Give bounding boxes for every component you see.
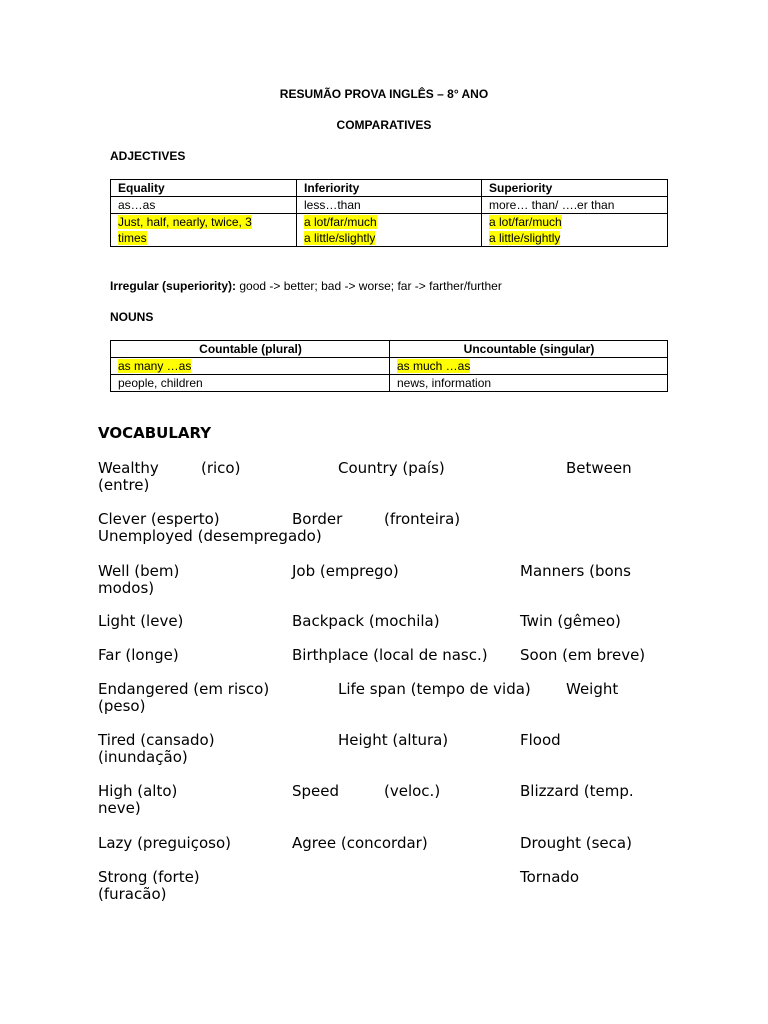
header-uncountable: Uncountable (singular) [390, 341, 668, 358]
vocab-row [0, 835, 768, 869]
highlighted-text: a lot/far/much [304, 215, 377, 229]
vocab-entry-continuation: (furacão) [98, 885, 167, 903]
vocab-entry: Backpack (mochila) [292, 612, 440, 630]
vocab-entry-continuation: (peso) [98, 697, 146, 715]
vocab-entry: Birthplace (local de nasc.) [292, 646, 488, 664]
vocab-entry: (fronteira) [384, 510, 461, 528]
adjectives-heading: ADJECTIVES [110, 149, 186, 163]
vocab-entry: (rico) [201, 459, 241, 477]
table-cell [111, 214, 297, 247]
vocabulary-heading: VOCABULARY [98, 424, 212, 442]
vocab-entry-continuation: (entre) [98, 476, 150, 494]
table-row [111, 197, 668, 214]
vocab-entry: Country (país) [338, 459, 445, 477]
table-cell: less…than [297, 197, 482, 214]
irregular-label: Irregular (superiority): [110, 279, 237, 293]
highlighted-text: a lot/far/much [489, 215, 562, 229]
vocab-entry-continuation: modos) [98, 579, 155, 597]
vocab-row [0, 613, 768, 647]
table-cell [482, 214, 668, 247]
vocab-entry: Tornado [520, 868, 580, 886]
vocab-entry: Border [292, 510, 343, 528]
table-row [111, 375, 668, 392]
table-cell: people, children [111, 375, 390, 392]
highlighted-text: Just, half, nearly, twice, 3 times [118, 215, 252, 245]
vocab-entry: Well (bem) [98, 562, 180, 580]
vocab-row [0, 783, 768, 817]
vocab-entry: Far (longe) [98, 646, 179, 664]
vocab-entry: Tired (cansado) [98, 731, 215, 749]
vocab-entry: Life span (tempo de vida) [338, 680, 531, 698]
nouns-heading: NOUNS [110, 310, 154, 324]
vocab-row [0, 732, 768, 766]
vocab-entry-continuation: Unemployed (desempregado) [98, 527, 322, 545]
table-cell: news, information [390, 375, 668, 392]
vocab-entry: Between [566, 459, 632, 477]
vocab-row [0, 460, 768, 494]
highlighted-text: a little/slightly [304, 231, 376, 245]
adjectives-table [110, 179, 668, 247]
header-equality: Equality [111, 180, 297, 197]
nouns-table [110, 340, 668, 392]
vocab-entry: Weight [566, 680, 619, 698]
vocab-entry: Clever (esperto) [98, 510, 220, 528]
irregular-line [110, 279, 502, 293]
table-header-row [111, 180, 668, 197]
vocab-entry: Manners (bons [520, 562, 631, 580]
table-header-row [111, 341, 668, 358]
highlighted-text: as much …as [397, 359, 471, 373]
vocab-row [0, 563, 768, 597]
vocab-entry: Agree (concordar) [292, 834, 428, 852]
highlighted-text: as many …as [118, 359, 192, 373]
header-superiority: Superiority [482, 180, 668, 197]
vocab-entry: Twin (gêmeo) [520, 612, 621, 630]
vocab-entry: Light (leve) [98, 612, 184, 630]
vocab-entry-continuation: (inundação) [98, 748, 188, 766]
table-row [111, 214, 668, 247]
vocab-entry: High (alto) [98, 782, 178, 800]
highlighted-text: a little/slightly [489, 231, 561, 245]
vocab-entry: Strong (forte) [98, 868, 200, 886]
vocab-entry-continuation: neve) [98, 799, 141, 817]
vocab-entry: Height (altura) [338, 731, 449, 749]
table-row [111, 358, 668, 375]
header-inferiority: Inferiority [297, 180, 482, 197]
vocab-entry: Speed [292, 782, 340, 800]
table-cell: as…as [111, 197, 297, 214]
vocab-entry: Drought (seca) [520, 834, 632, 852]
comparatives-heading: COMPARATIVES [336, 118, 432, 132]
vocab-row [0, 647, 768, 681]
vocab-entry: Soon (em breve) [520, 646, 646, 664]
vocab-entry: Endangered (em risco) [98, 680, 270, 698]
document-title: RESUMÃO PROVA INGLÊS – 8° ANO [279, 87, 489, 101]
table-cell: more… than/ ….er than [482, 197, 668, 214]
vocab-entry: Flood [520, 731, 561, 749]
vocab-entry: Blizzard (temp. [520, 782, 634, 800]
vocab-row [0, 681, 768, 715]
vocab-entry: Job (emprego) [292, 562, 399, 580]
table-cell [297, 214, 482, 247]
vocab-entry: Wealthy [98, 459, 159, 477]
irregular-text: good -> better; bad -> worse; far -> farther/further [239, 279, 502, 293]
vocab-row [0, 869, 768, 903]
vocab-entry: (veloc.) [384, 782, 441, 800]
header-countable: Countable (plural) [111, 341, 390, 358]
table-cell [390, 358, 668, 375]
table-cell [111, 358, 390, 375]
vocab-row [0, 511, 768, 545]
vocab-entry: Lazy (preguiçoso) [98, 834, 231, 852]
